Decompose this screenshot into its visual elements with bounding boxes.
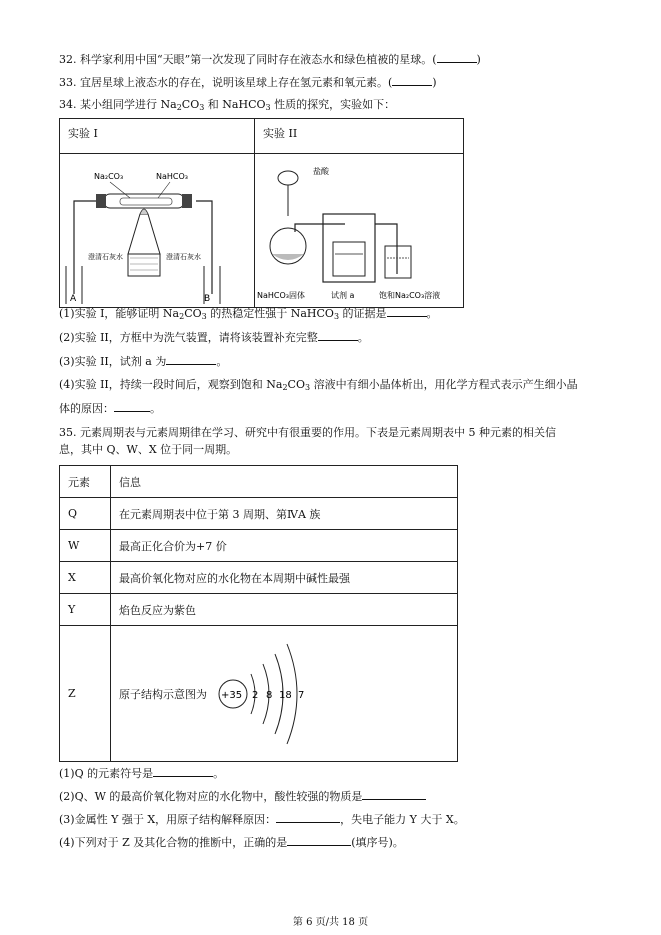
nucleus-charge: +35 (220, 689, 242, 701)
limewater-b-label: 澄清石灰水 (166, 253, 201, 261)
answer-blank[interactable] (392, 74, 432, 86)
na2co3-label: Na₂CO₃ (94, 172, 124, 181)
tube-b-label: B (204, 294, 211, 304)
element-y: Y (60, 594, 111, 626)
answer-blank[interactable] (437, 51, 477, 63)
experiment-table (59, 118, 464, 308)
shell-2: 8 (265, 689, 272, 701)
shell-1: 2 (251, 689, 258, 701)
limewater-a-label: 澄清石灰水 (88, 253, 123, 261)
element-q: Q (60, 498, 111, 530)
page-footer: 第 6 页/共 18 页 (292, 917, 369, 928)
gas-generation-apparatus (255, 154, 463, 304)
answer-blank[interactable] (387, 305, 427, 317)
experiment-1-header: 实验 I (60, 119, 255, 154)
info-w: 最高正化合价为+7 价 (111, 530, 458, 562)
q35-part-1: (1)Q 的元素符号是 。 (59, 767, 225, 780)
col-element: 元素 (60, 466, 111, 498)
col-info: 信息 (111, 466, 458, 498)
info-x: 最高价氧化物对应的水化物在本周期中碱性最强 (111, 562, 458, 594)
element-table (59, 465, 458, 762)
atomic-structure-diagram (211, 634, 311, 754)
element-x: X (60, 562, 111, 594)
shell-4: 7 (297, 689, 304, 701)
acid-label: 盐酸 (313, 167, 329, 176)
experiment-1-diagram (60, 154, 255, 308)
q35-part-2: (2)Q、W 的最高价氧化物对应的水化物中，酸性较强的物质是 (59, 788, 426, 805)
question-34: 34. 某小组同学进行 $Na_2CO_3$ 和 NaHCO$_3$ 性质的探究，实验如下： (59, 98, 396, 112)
answer-blank[interactable] (114, 400, 150, 412)
q34-part-4: (4)实验 II，持续一段时间后，观察到饱和 $Na_2CO_3$ 溶液中有细小晶体析出，用化学方程式表示产生细小晶 (59, 378, 578, 392)
tube-a-label: A (70, 294, 77, 304)
element-z: Z (60, 626, 111, 762)
element-w: W (60, 530, 111, 562)
thermal-decomposition-apparatus (60, 154, 254, 304)
question-32: 32. 科学家利用中国“天眼”第一次发现了同时存在液态水和绿色植被的星球。( ) (59, 53, 481, 66)
answer-blank[interactable] (166, 353, 216, 365)
question-35: 35. 元素周期表与元素周期律在学习、研究中有很重要的作用。下表是元素周期表中 5 种元素的相关信 (59, 426, 556, 439)
question-33: 33. 宜居星球上液态水的存在，说明该星球上存在氢元素和氧元素。( ) (59, 76, 437, 89)
answer-blank[interactable] (276, 811, 340, 823)
info-z: 原子结构示意图为 +35 2 8 18 7 (111, 626, 458, 762)
q34-part-4-cont: 体的原因： 。 (59, 402, 161, 415)
q34-part-1: (1)实验 I，能够证明 $Na_2CO_3$ 的热稳定性强于 NaHCO$_3$ 的证据是 。 (59, 307, 438, 321)
q34-part-2: (2)实验 II，方框中为洗气装置，请将该装置补充完整 。 (59, 331, 369, 344)
experiment-2-header: 实验 II (255, 119, 464, 154)
answer-blank[interactable] (287, 834, 351, 846)
q34-part-3: (3)实验 II，试剂 a 为 。 (59, 355, 228, 368)
experiment-2-diagram (255, 154, 464, 308)
answer-blank[interactable] (362, 788, 426, 800)
q35-part-3: (3)金属性 Y 强于 X，用原子结构解释原因： ，失电子能力 Y 大于 X。 (59, 813, 465, 826)
info-y: 焰色反应为紫色 (111, 594, 458, 626)
saturated-solution-label: 饱和Na₂CO₃溶液 (379, 291, 441, 300)
nahco3-label: NaHCO₃ (156, 172, 188, 181)
answer-blank[interactable] (153, 765, 213, 777)
answer-blank[interactable] (318, 329, 358, 341)
solid-label: NaHCO₃固体 (257, 291, 305, 300)
question-35-cont: 息，其中 Q、W、X 位于同一周期。 (59, 443, 238, 456)
info-q: 在元素周期表中位于第 3 周期、第ⅣA 族 (111, 498, 458, 530)
q35-part-4: (4)下列对于 Z 及其化合物的推断中，正确的是 (填序号)。 (59, 836, 404, 849)
reagent-label: 试剂 a (331, 291, 355, 300)
shell-3: 18 (278, 689, 292, 701)
